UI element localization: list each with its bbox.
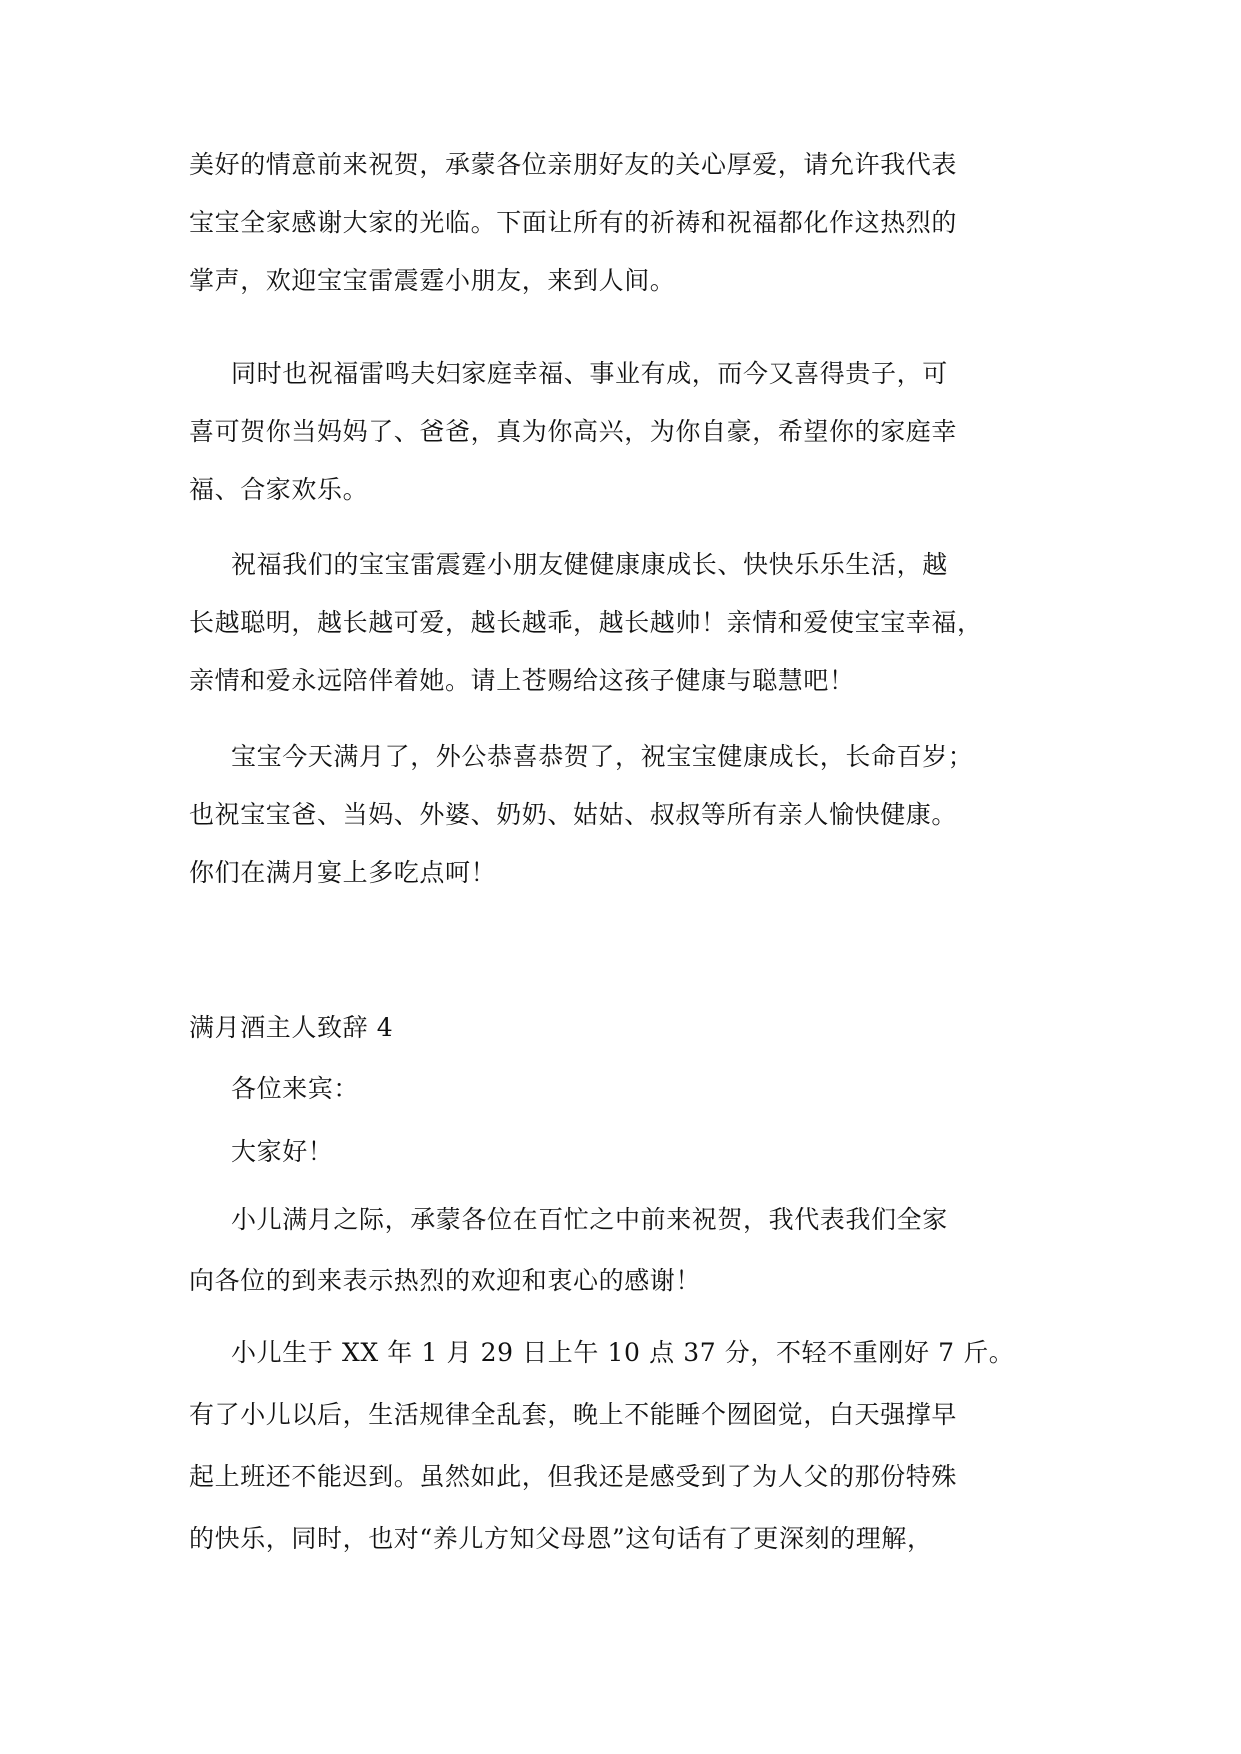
text-line: 宝宝全家感谢大家的光临。下面让所有的祈祷和祝福都化作这热烈的	[189, 208, 958, 237]
text-line: 小儿满月之际，承蒙各位在百忙之中前来祝贺，我代表我们全家	[231, 1205, 948, 1234]
text-line: 掌声，欢迎宝宝雷震霆小朋友，来到人间。	[189, 266, 676, 295]
text-line: 长越聪明，越长越可爱，越长越乖，越长越帅！亲情和爱使宝宝幸福，	[189, 608, 983, 637]
greeting: 大家好！	[231, 1137, 334, 1166]
text-line: 亲情和爱永远陪伴着她。请上苍赐给这孩子健康与聪慧吧！	[189, 666, 855, 695]
section-heading: 满月酒主人致辞 4	[189, 1013, 394, 1042]
text-line: 祝福我们的宝宝雷震霆小朋友健健康康成长、快快乐乐生活，越	[231, 550, 948, 579]
text-line: 的快乐，同时，也对“养儿方知父母恩”这句话有了更深刻的理解，	[189, 1524, 933, 1553]
text-line: 你们在满月宴上多吃点呵！	[189, 858, 497, 887]
text-line: 喜可贺你当妈妈了、爸爸，真为你高兴，为你自豪，希望你的家庭幸	[189, 417, 958, 446]
text-line: 美好的情意前来祝贺，承蒙各位亲朋好友的关心厚爱，请允许我代表	[189, 150, 958, 179]
text-line: 也祝宝宝爸、当妈、外婆、奶奶、姑姑、叔叔等所有亲人愉快健康。	[189, 800, 958, 829]
salutation: 各位来宾：	[231, 1074, 360, 1103]
text-line: 起上班还不能迟到。虽然如此，但我还是感受到了为人父的那份特殊	[189, 1462, 958, 1491]
text-line: 福、合家欢乐。	[189, 475, 369, 504]
text-line: 宝宝今天满月了，外公恭喜恭贺了，祝宝宝健康成长，长命百岁；	[231, 742, 974, 771]
text-line: 同时也祝福雷鸣夫妇家庭幸福、事业有成，而今又喜得贵子，可	[231, 359, 948, 388]
text-line: 向各位的到来表示热烈的欢迎和衷心的感谢！	[189, 1266, 702, 1295]
text-line: 小儿生于 XX 年 1 月 29 日上午 10 点 37 分，不轻不重刚好 7 斤。	[231, 1338, 1015, 1367]
text-line: 有了小儿以后，生活规律全乱套，晚上不能睡个囫囵觉，白天强撑早	[189, 1400, 958, 1429]
